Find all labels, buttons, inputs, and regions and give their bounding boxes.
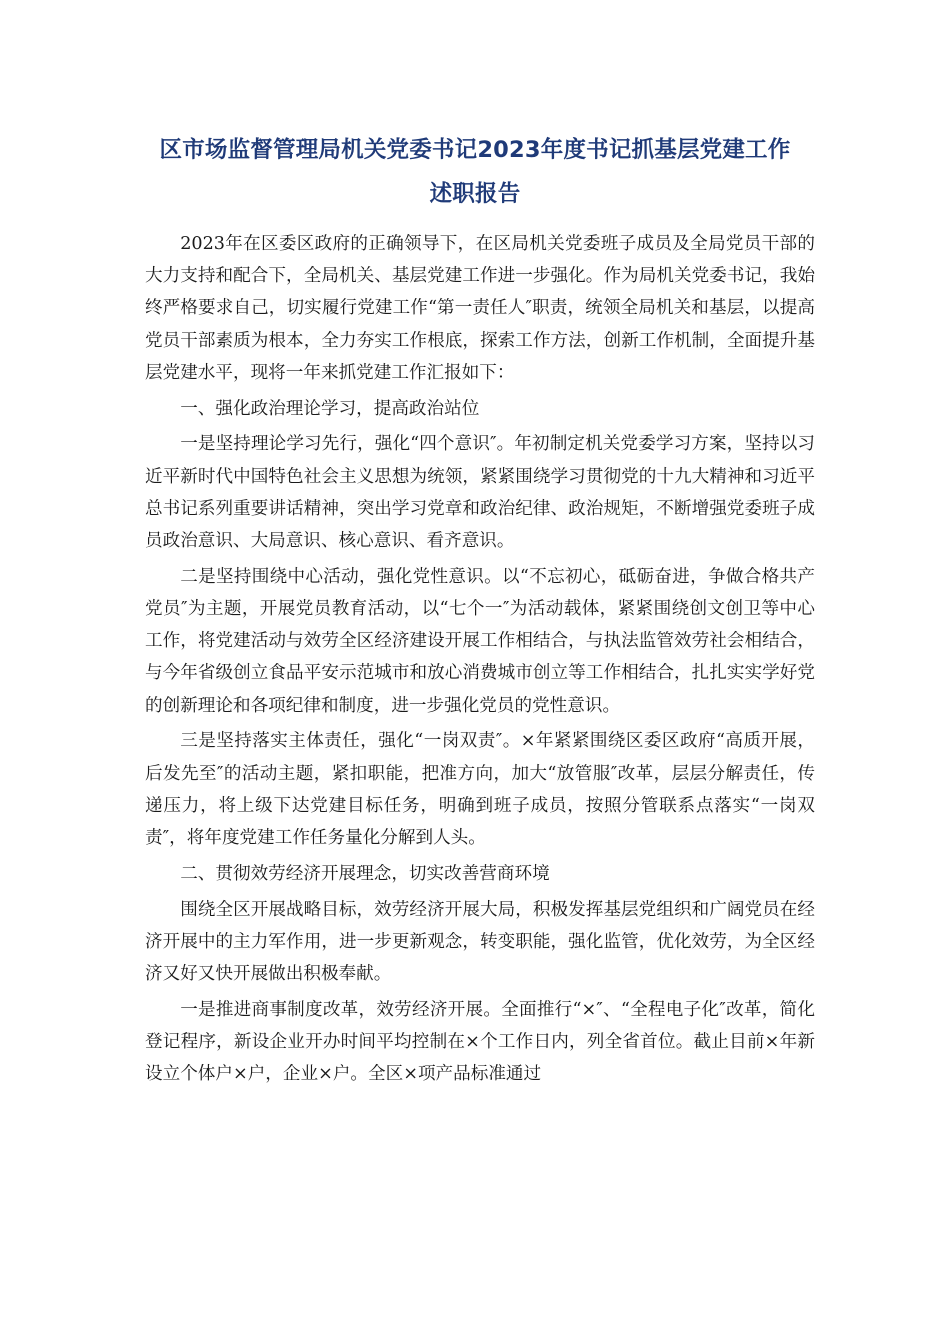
body-paragraph: 一是推进商事制度改革，效劳经济开展。全面推行“×″、“全程电子化″改革，简化登记程序，新设企业开办时间平均控制在×个工作日内，列全省首位。截止目前×年新设立个体户×户，企业×户。全区×项产品标准通过 — [145, 999, 815, 1085]
intro-paragraph: 2023年在区委区政府的正确领导下，在区局机关党委班子成员及全局党员干部的大力支持和配合下，全局机关、基层党建工作进一步强化。作为局机关党委书记，我始终严格要求自己，切实履行党建工作“第一责任人″职责，统领全局机关和基层，以提高党员干部素质为根本，全力夯实工作根底，探索工作方法，创新工作机制，全面提升基层党建水平，现将一年来抓党建工作汇报如下： — [145, 234, 815, 383]
document-title — [140, 128, 810, 216]
section-heading-2: 二、贯彻效劳经济开展理念，切实改善营商环境 — [180, 863, 550, 884]
document-body — [145, 228, 815, 1094]
body-paragraph: 三是坚持落实主体责任，强化“一岗双责″。×年紧紧围绕区委区政府“高质开展，后发先至″的活动主题，紧扣职能，把准方向，加大“放管服″改革，层层分解责任，传递压力，将上级下达党建目标任务，明确到班子成员，按照分管联系点落实“一岗双责″，将年度党建工作任务量化分解到人头。 — [145, 731, 815, 849]
body-paragraph: 围绕全区开展战略目标，效劳经济开展大局，积极发挥基层党组织和广阔党员在经济开展中的主力军作用，进一步更新观念，转变职能，强化监管，优化效劳，为全区经济又好又快开展做出积极奉献。 — [145, 899, 815, 985]
body-paragraph: 一是坚持理论学习先行，强化“四个意识″。年初制定机关党委学习方案，坚持以习近平新时代中国特色社会主义思想为统领，紧紧围绕学习贯彻党的十九大精神和习近平总书记系列重要讲话精神，突出学习党章和政治纪律、政治规矩，不断增强党委班子成员政治意识、大局意识、核心意识、看齐意识。 — [145, 434, 815, 552]
title-line-2: 述职报告 — [429, 181, 521, 207]
title-line-1: 区市场监督管理局机关党委书记2023年度书记抓基层党建工作 — [159, 137, 791, 163]
body-paragraph: 二是坚持围绕中心活动，强化党性意识。以“不忘初心，砥砺奋进，争做合格共产党员″为主题，开展党员教育活动，以“七个一″为活动载体，紧紧围绕创文创卫等中心工作，将党建活动与效劳全区经济建设开展工作相结合，与执法监管效劳社会相结合，与今年省级创立食品平安示范城市和放心消费城市创立等工作相结合，扎扎实实学好党的创新理论和各项纪律和制度，进一步强化党员的党性意识。 — [145, 566, 815, 716]
section-heading-1: 一、强化政治理论学习，提高政治站位 — [180, 398, 480, 419]
